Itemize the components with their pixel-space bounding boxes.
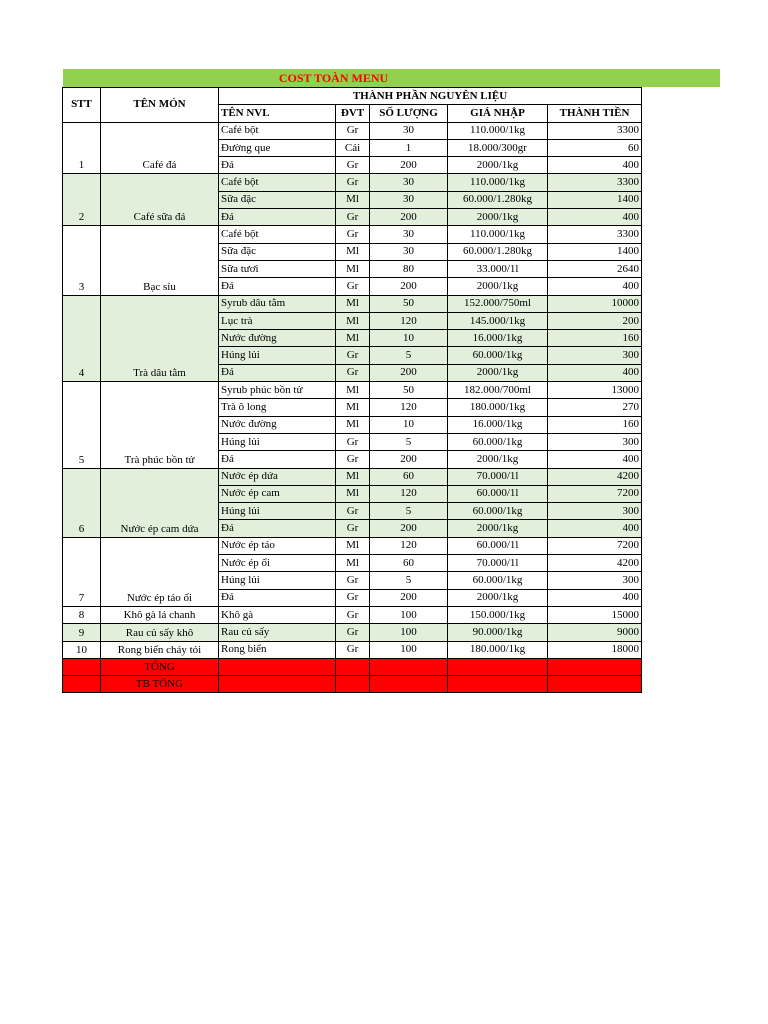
quantity-cell: 50 xyxy=(370,295,448,312)
total-cell: 60 xyxy=(548,139,642,156)
header-thanh-tien: THÀNH TIỀN xyxy=(548,105,642,122)
ingredient-name-cell: Café bột xyxy=(219,122,336,139)
unit-cell: Gr xyxy=(336,572,370,589)
price-cell: 2000/1kg xyxy=(448,209,548,226)
unit-cell: Gr xyxy=(336,520,370,537)
ingredient-name-cell: Nước ép cam xyxy=(219,485,336,502)
unit-cell: Ml xyxy=(336,260,370,277)
total-cell: 4200 xyxy=(548,555,642,572)
ingredient-name-cell: Rau củ sấy xyxy=(219,624,336,641)
dish-name-cell: Trà phúc bồn tử xyxy=(101,382,219,468)
total-cell: 400 xyxy=(548,157,642,174)
header-so-luong: SỐ LƯỢNG xyxy=(370,105,448,122)
total-cell: 400 xyxy=(548,364,642,381)
unit-cell: Gr xyxy=(336,157,370,174)
quantity-cell: 5 xyxy=(370,503,448,520)
ingredient-name-cell: Húng lủi xyxy=(219,572,336,589)
price-cell: 2000/1kg xyxy=(448,278,548,295)
quantity-cell: 200 xyxy=(370,589,448,606)
unit-cell: Ml xyxy=(336,382,370,399)
total-cell: 9000 xyxy=(548,624,642,641)
ingredient-name-cell: Húng lủi xyxy=(219,347,336,364)
price-cell: 60.000/1.280kg xyxy=(448,243,548,260)
table-row xyxy=(63,468,642,485)
quantity-cell: 30 xyxy=(370,226,448,243)
price-cell: 180.000/1kg xyxy=(448,641,548,658)
ingredient-name-cell: Nước ép dứa xyxy=(219,468,336,485)
stt-cell: 3 xyxy=(63,226,101,295)
quantity-cell: 100 xyxy=(370,641,448,658)
unit-cell: Gr xyxy=(336,624,370,641)
header-ten-mon: TÊN MÓN xyxy=(101,88,219,123)
unit-cell: Ml xyxy=(336,555,370,572)
quantity-cell: 30 xyxy=(370,243,448,260)
table-row xyxy=(63,624,642,641)
ingredient-name-cell: Syrub phúc bồn tử xyxy=(219,382,336,399)
stt-cell: 9 xyxy=(63,624,101,641)
total-cell: 7200 xyxy=(548,485,642,502)
total-row xyxy=(63,658,642,675)
ingredient-name-cell: Khô gà xyxy=(219,606,336,623)
table-row xyxy=(63,382,642,399)
price-cell: 70.000/1l xyxy=(448,468,548,485)
price-cell: 60.000/1.280kg xyxy=(448,191,548,208)
quantity-cell: 5 xyxy=(370,433,448,450)
total-cell: 18000 xyxy=(548,641,642,658)
ingredient-name-cell: Đá xyxy=(219,157,336,174)
quantity-cell: 10 xyxy=(370,330,448,347)
price-cell: 110.000/1kg xyxy=(448,226,548,243)
unit-cell: Ml xyxy=(336,468,370,485)
unit-cell: Ml xyxy=(336,243,370,260)
ingredient-name-cell: Sữa đặc xyxy=(219,191,336,208)
price-cell: 150.000/1kg xyxy=(448,606,548,623)
total-cell: 2640 xyxy=(548,260,642,277)
ingredient-name-cell: Syrub dâu tằm xyxy=(219,295,336,312)
price-cell: 2000/1kg xyxy=(448,157,548,174)
unit-cell: Ml xyxy=(336,416,370,433)
quantity-cell: 120 xyxy=(370,485,448,502)
unit-cell: Gr xyxy=(336,226,370,243)
ingredient-name-cell: Đá xyxy=(219,520,336,537)
cost-table xyxy=(62,87,642,693)
stt-cell: 8 xyxy=(63,606,101,623)
total-cell: 7200 xyxy=(548,537,642,554)
total-cell: 400 xyxy=(548,278,642,295)
price-cell: 110.000/1kg xyxy=(448,122,548,139)
quantity-cell: 100 xyxy=(370,624,448,641)
price-cell: 60.000/1kg xyxy=(448,433,548,450)
ingredient-name-cell: Đá xyxy=(219,589,336,606)
stt-cell: 4 xyxy=(63,295,101,381)
quantity-cell: 120 xyxy=(370,399,448,416)
unit-cell: Gr xyxy=(336,503,370,520)
total-cell: 160 xyxy=(548,416,642,433)
stt-cell: 7 xyxy=(63,537,101,606)
unit-cell: Gr xyxy=(336,278,370,295)
unit-cell: Ml xyxy=(336,330,370,347)
quantity-cell: 30 xyxy=(370,174,448,191)
unit-cell: Gr xyxy=(336,209,370,226)
price-cell: 2000/1kg xyxy=(448,364,548,381)
total-cell: 300 xyxy=(548,433,642,450)
dish-name-cell: Bạc sỉu xyxy=(101,226,219,295)
price-cell: 110.000/1kg xyxy=(448,174,548,191)
quantity-cell: 60 xyxy=(370,468,448,485)
total-cell: 400 xyxy=(548,520,642,537)
stt-cell: 2 xyxy=(63,174,101,226)
avg-total-label: TB TỔNG xyxy=(101,676,219,693)
stt-cell: 1 xyxy=(63,122,101,174)
table-row xyxy=(63,606,642,623)
ingredient-name-cell: Trà ô long xyxy=(219,399,336,416)
dish-name-cell: Trà dâu tằm xyxy=(101,295,219,381)
dish-name-cell: Nước ép táo ổi xyxy=(101,537,219,606)
ingredient-name-cell: Café bột xyxy=(219,174,336,191)
price-cell: 90.000/1kg xyxy=(448,624,548,641)
ingredient-name-cell: Đá xyxy=(219,451,336,468)
ingredient-name-cell: Húng lủi xyxy=(219,503,336,520)
price-cell: 60.000/1kg xyxy=(448,347,548,364)
quantity-cell: 10 xyxy=(370,416,448,433)
quantity-cell: 120 xyxy=(370,312,448,329)
unit-cell: Gr xyxy=(336,122,370,139)
total-cell: 3300 xyxy=(548,122,642,139)
ingredient-name-cell: Nước ép táo xyxy=(219,537,336,554)
quantity-cell: 80 xyxy=(370,260,448,277)
ingredient-name-cell: Nước đường xyxy=(219,330,336,347)
unit-cell: Ml xyxy=(336,312,370,329)
header-group: THÀNH PHẦN NGUYÊN LIỆU xyxy=(219,88,642,105)
total-cell: 300 xyxy=(548,503,642,520)
avg-total-row xyxy=(63,676,642,693)
price-cell: 2000/1kg xyxy=(448,451,548,468)
table-row xyxy=(63,174,642,191)
unit-cell: Ml xyxy=(336,485,370,502)
dish-name-cell: Rau củ sấy khô xyxy=(101,624,219,641)
sheet-title: COST TOÀN MENU xyxy=(278,71,389,85)
price-cell: 60.000/1kg xyxy=(448,503,548,520)
unit-cell: Ml xyxy=(336,537,370,554)
ingredient-name-cell: Lục trà xyxy=(219,312,336,329)
quantity-cell: 50 xyxy=(370,382,448,399)
header-row-1 xyxy=(63,88,642,105)
quantity-cell: 30 xyxy=(370,191,448,208)
price-cell: 60.000/1l xyxy=(448,485,548,502)
header-dvt: ĐVT xyxy=(336,105,370,122)
quantity-cell: 200 xyxy=(370,278,448,295)
price-cell: 182.000/700ml xyxy=(448,382,548,399)
price-cell: 152.000/750ml xyxy=(448,295,548,312)
quantity-cell: 120 xyxy=(370,537,448,554)
quantity-cell: 100 xyxy=(370,606,448,623)
price-cell: 60.000/1kg xyxy=(448,572,548,589)
price-cell: 33.000/1l xyxy=(448,260,548,277)
ingredient-name-cell: Đá xyxy=(219,278,336,295)
stt-cell: 6 xyxy=(63,468,101,537)
total-cell: 400 xyxy=(548,451,642,468)
quantity-cell: 200 xyxy=(370,364,448,381)
total-cell: 13000 xyxy=(548,382,642,399)
price-cell: 2000/1kg xyxy=(448,520,548,537)
total-cell: 15000 xyxy=(548,606,642,623)
price-cell: 18.000/300gr xyxy=(448,139,548,156)
ingredient-name-cell: Đường que xyxy=(219,139,336,156)
quantity-cell: 60 xyxy=(370,555,448,572)
unit-cell: Gr xyxy=(336,433,370,450)
total-cell: 270 xyxy=(548,399,642,416)
unit-cell: Gr xyxy=(336,364,370,381)
total-cell: 160 xyxy=(548,330,642,347)
table-row xyxy=(63,226,642,243)
quantity-cell: 200 xyxy=(370,451,448,468)
dish-name-cell: Café sữa đá xyxy=(101,174,219,226)
unit-cell: Gr xyxy=(336,451,370,468)
total-cell: 3300 xyxy=(548,174,642,191)
unit-cell: Gr xyxy=(336,174,370,191)
unit-cell: Ml xyxy=(336,399,370,416)
ingredient-name-cell: Đá xyxy=(219,209,336,226)
total-label: TỔNG xyxy=(101,658,219,675)
price-cell: 60.000/1l xyxy=(448,537,548,554)
table-row xyxy=(63,641,642,658)
ingredient-name-cell: Đá xyxy=(219,364,336,381)
header-gia-nhap: GIÁ NHẬP xyxy=(448,105,548,122)
ingredient-name-cell: Rong biển xyxy=(219,641,336,658)
header-stt: STT xyxy=(63,88,101,123)
quantity-cell: 5 xyxy=(370,572,448,589)
ingredient-name-cell: Nước đường xyxy=(219,416,336,433)
table-body xyxy=(63,122,642,658)
ingredient-name-cell: Húng lủi xyxy=(219,433,336,450)
table-row xyxy=(63,537,642,554)
header-ten-nvl: TÊN NVL xyxy=(219,105,336,122)
stt-cell: 10 xyxy=(63,641,101,658)
quantity-cell: 30 xyxy=(370,122,448,139)
unit-cell: Gr xyxy=(336,347,370,364)
price-cell: 145.000/1kg xyxy=(448,312,548,329)
quantity-cell: 1 xyxy=(370,139,448,156)
ingredient-name-cell: Sữa đặc xyxy=(219,243,336,260)
dish-name-cell: Café đá xyxy=(101,122,219,174)
dish-name-cell: Khô gà lá chanh xyxy=(101,606,219,623)
quantity-cell: 200 xyxy=(370,209,448,226)
sheet-title-bar xyxy=(63,69,720,87)
ingredient-name-cell: Nước ép ổi xyxy=(219,555,336,572)
total-cell: 1400 xyxy=(548,243,642,260)
total-cell: 400 xyxy=(548,209,642,226)
quantity-cell: 200 xyxy=(370,520,448,537)
dish-name-cell: Nước ép cam dứa xyxy=(101,468,219,537)
price-cell: 180.000/1kg xyxy=(448,399,548,416)
unit-cell: Gr xyxy=(336,589,370,606)
unit-cell: Ml xyxy=(336,191,370,208)
total-cell: 3300 xyxy=(548,226,642,243)
price-cell: 16.000/1kg xyxy=(448,330,548,347)
unit-cell: Cái xyxy=(336,139,370,156)
unit-cell: Ml xyxy=(336,295,370,312)
total-cell: 200 xyxy=(548,312,642,329)
price-cell: 70.000/1l xyxy=(448,555,548,572)
price-cell: 2000/1kg xyxy=(448,589,548,606)
unit-cell: Gr xyxy=(336,606,370,623)
ingredient-name-cell: Sữa tươi xyxy=(219,260,336,277)
dish-name-cell: Rong biển cháy tỏi xyxy=(101,641,219,658)
stt-cell: 5 xyxy=(63,382,101,468)
price-cell: 16.000/1kg xyxy=(448,416,548,433)
total-cell: 1400 xyxy=(548,191,642,208)
quantity-cell: 5 xyxy=(370,347,448,364)
total-cell: 300 xyxy=(548,347,642,364)
table-row xyxy=(63,122,642,139)
total-cell: 300 xyxy=(548,572,642,589)
total-cell: 4200 xyxy=(548,468,642,485)
unit-cell: Gr xyxy=(336,641,370,658)
table-row xyxy=(63,295,642,312)
total-cell: 400 xyxy=(548,589,642,606)
ingredient-name-cell: Café bột xyxy=(219,226,336,243)
total-cell: 10000 xyxy=(548,295,642,312)
quantity-cell: 200 xyxy=(370,157,448,174)
